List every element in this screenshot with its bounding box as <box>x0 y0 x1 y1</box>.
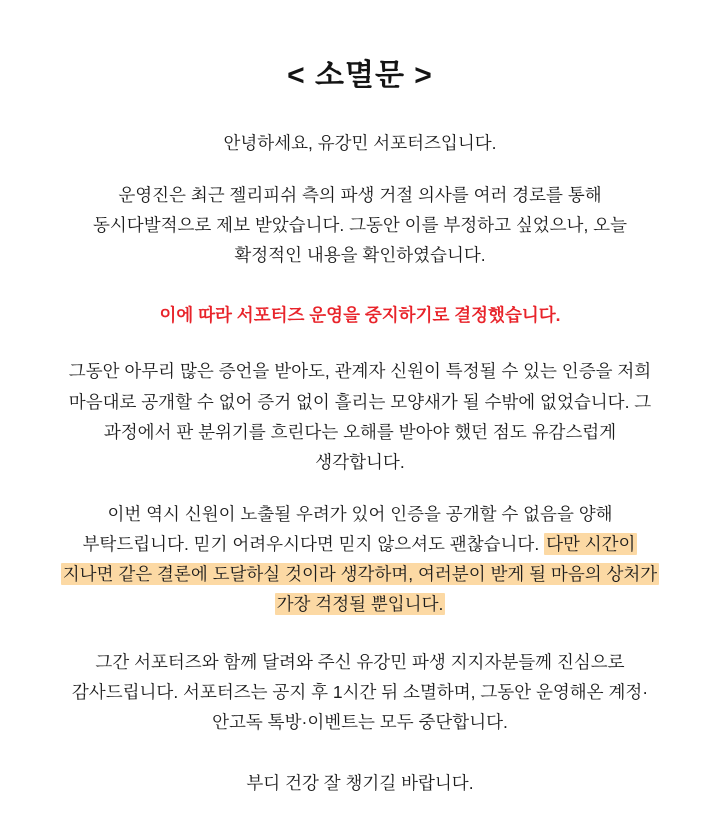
paragraph-decision: 이에 따라 서포터즈 운영을 중지하기로 결정했습니다. <box>159 305 561 326</box>
understanding-lead-text: 이번 역시 신원이 노출될 우려가 있어 인증을 공개할 수 없음을 양해 부탁드립니다. 믿기 어려우시다면 믿지 않으셔도 괜찮습니다. <box>82 503 613 554</box>
paragraph-understanding <box>60 499 660 619</box>
paragraph-report: 운영진은 최근 젤리피쉬 측의 파생 거절 의사를 여러 경로를 통해 동시다발적으로 제보 받았습니다. 그동안 이를 부정하고 싶었으나, 오늘 확정적인 내용을 확인하였습니다. <box>92 185 627 266</box>
paragraph-farewell: 부디 건강 잘 챙기길 바랍니다. <box>246 772 474 793</box>
paragraph-testimony: 그동안 아무리 많은 증언을 받아도, 관계자 신원이 특정될 수 있는 인증을 저희 마음대로 공개할 수 없어 증거 없이 흘리는 모양새가 될 수밖에 없었습니다. 그 과정에서 판 분위기를 흐린다는 오해를 받아야 했던 점도 유감스럽게 생각합니다. <box>68 361 652 472</box>
highlighted-text: 다만 시간이 지나면 같은 결론에 도달하실 것이라 생각하며, 여러분이 받게 될 마음의 상처가 가장 걱정될 뿐입니다. <box>62 533 658 615</box>
page-title: < 소멸문 > <box>287 59 433 92</box>
paragraph-thanks: 그간 서포터즈와 함께 달려와 주신 유강민 파생 지지자분들께 진심으로 감사드립니다. 서포터즈는 공지 후 1시간 뒤 소멸하며, 그동안 운영해온 계정·안고독 톡방·이벤트는 모두 중단합니다. <box>71 652 649 733</box>
paragraph-greeting: 안녕하세요, 유강민 서포터즈입니다. <box>223 133 497 153</box>
